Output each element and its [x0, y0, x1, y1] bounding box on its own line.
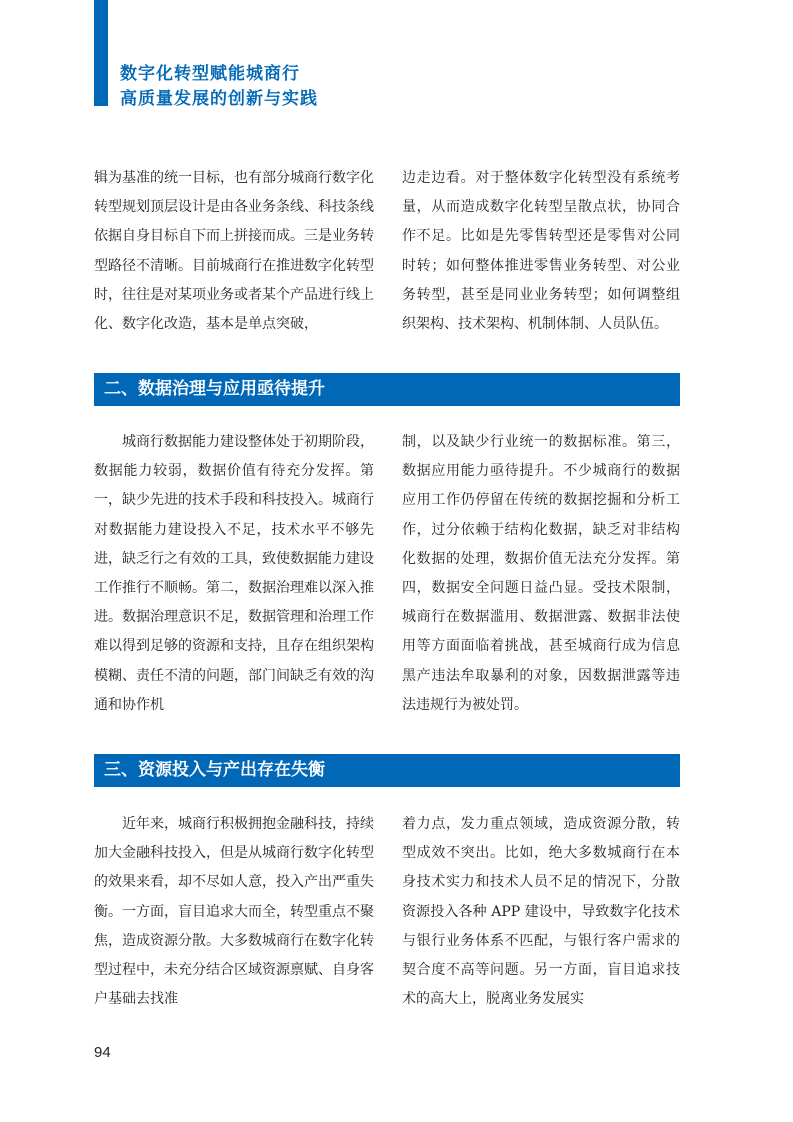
section2-right-column — [402, 428, 680, 720]
section3-left-paragraph: 近年来，城商行积极拥抱金融科技，持续加大金融科技投入，但是从城商行数字化转型的效果来看，却不尽如人意，投入产出严重失衡。一方面，盲目追求大而全，转型重点不聚焦，造成资源分散。大多数城商行在数字化转型过程中，未充分结合区域资源禀赋、自身客户基础去找准 — [94, 816, 374, 1008]
section3-left-column — [94, 810, 374, 1014]
section2-left-paragraph: 城商行数据能力建设整体处于初期阶段，数据能力较弱，数据价值有待充分发挥。第一，缺少先进的技术手段和科技投入。城商行对数据能力建设投入不足，技术水平不够先进，缺乏行之有效的工具，致使数据能力建设工作推行不顺畅。第二，数据治理难以深入推进。数据治理意识不足，数据管理和治理工作难以得到足够的资源和支持，且存在组织架构模糊、责任不清的问题，部门间缺乏有效的沟通和协作机 — [94, 434, 374, 713]
intro-right-column — [402, 164, 680, 339]
section3-right-column — [402, 810, 680, 1014]
section-heading-data-governance: 二、数据治理与应用亟待提升 — [94, 373, 680, 406]
section3-right-paragraph: 着力点，发力重点领域，造成资源分散，转型成效不突出。比如，绝大多数城商行在本身技术实力和技术人员不足的情况下，分散资源投入各种 APP 建设中，导致数字化技术与银行业务体系不匹配，与银行客户需求的契合度不高等问题。另一方面，盲目追求技术的高大上，脱离业务发展实 — [402, 816, 680, 1008]
header-accent-bar — [94, 0, 108, 106]
book-title-line-1: 数字化转型赋能城商行 — [120, 64, 300, 84]
book-title-line-2: 高质量发展的创新与实践 — [120, 89, 318, 109]
intro-left-paragraph: 辑为基准的统一目标，也有部分城商行数字化转型规划顶层设计是由各业务条线、科技条线依据自身目标自下而上拼接而成。三是业务转型路径不清晰。目前城商行在推进数字化转型时，往往是对某项业务或者某个产品进行线上化、数字化改造，基本是单点突破， — [94, 170, 374, 333]
intro-left-column — [94, 164, 374, 339]
section-heading-resource-imbalance: 三、资源投入与产出存在失衡 — [94, 754, 680, 787]
book-title — [120, 62, 318, 112]
page-number: 94 — [94, 1044, 111, 1061]
section2-left-column — [94, 428, 374, 720]
section2-right-paragraph: 制，以及缺少行业统一的数据标准。第三，数据应用能力亟待提升。不少城商行的数据应用工作仍停留在传统的数据挖掘和分析工作，过分依赖于结构化数据，缺乏对非结构化数据的处理，数据价值无法充分发挥。第四，数据安全问题日益凸显。受技术限制，城商行在数据滥用、数据泄露、数据非法使用等方面面临着挑战，甚至城商行成为信息黑产违法牟取暴利的对象，因数据泄露等违法违规行为被处罚。 — [402, 434, 680, 713]
intro-right-paragraph: 边走边看。对于整体数字化转型没有系统考量，从而造成数字化转型呈散点状，协同合作不足。比如是先零售转型还是零售对公同时转；如何整体推进零售业务转型、对公业务转型，甚至是同业业务转型；如何调整组织架构、技术架构、机制体制、人员队伍。 — [402, 170, 680, 333]
